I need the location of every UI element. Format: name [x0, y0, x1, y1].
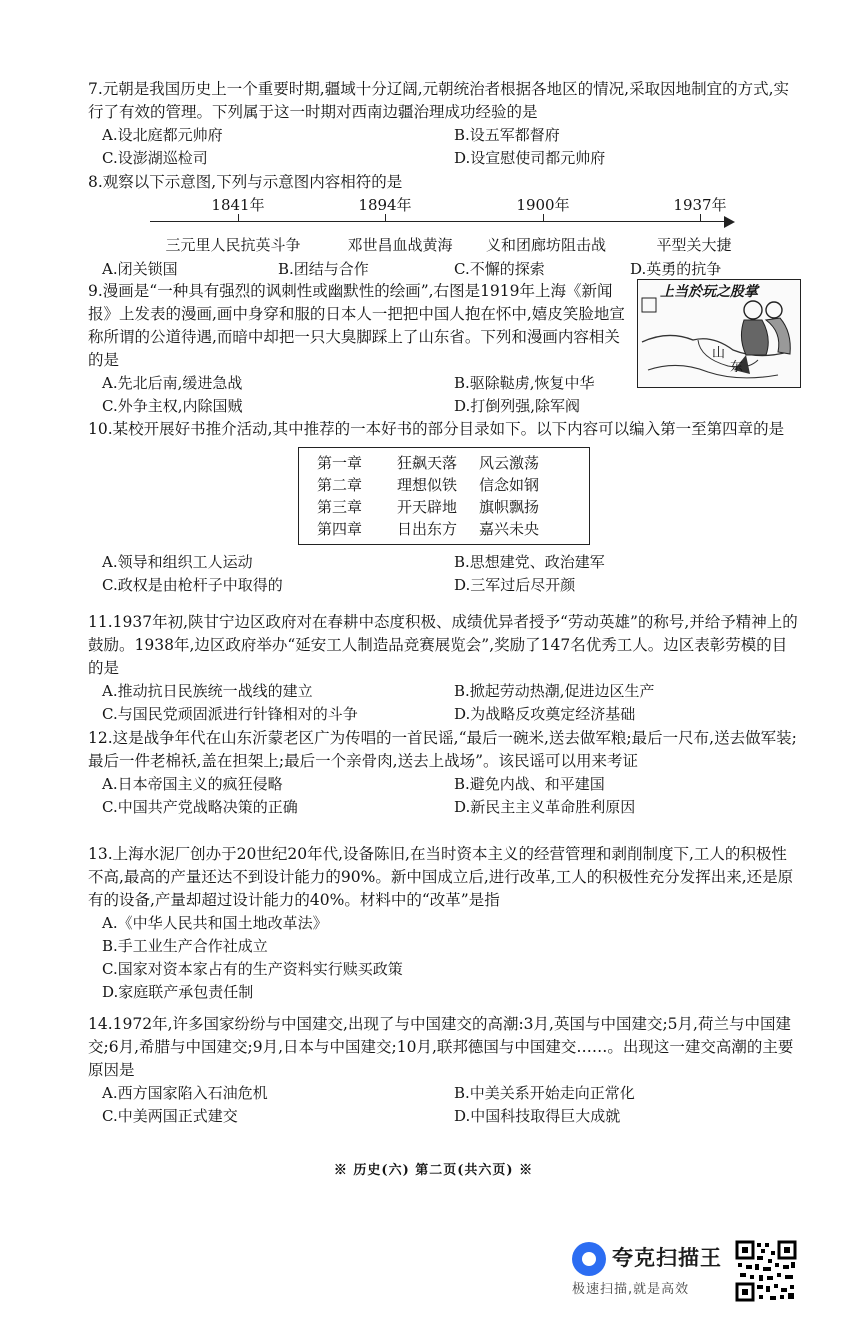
- timeline-event: 邓世昌血战黄海: [347, 236, 453, 254]
- question-13-stem: 13.上海水泥厂创办于20世纪20年代,设备陈旧,在当时资本主义的经营管理和剥削制度下,工人的积极性不高,最高的产量还达不到设计能力的90%。新中国成立后,进行改革,工人的积极性充分发挥出来,还是原有的设备,产量却超过设计能力的40%。材料中的“改革”是指: [88, 845, 794, 909]
- option-a[interactable]: A.《中华人民共和国土地改革法》: [102, 914, 328, 932]
- question-13: [88, 843, 800, 1004]
- question-11-stem: 11.1937年初,陕甘宁边区政府对在春耕中态度积极、成绩优异者授予“劳动英雄”的称号,并给予精神上的鼓励。1938年,边区政府举办“延安工人制造品竞赛展览会”,奖励了147名优秀工人。边区表彰劳模的目的是: [88, 613, 798, 677]
- option-a[interactable]: A.推动抗日民族统一战线的建立: [102, 682, 313, 700]
- question-12: [88, 727, 800, 819]
- cartoon-map-label: 山: [712, 346, 726, 361]
- page-footer: ※ 历史(六) 第二页(共六页) ※: [333, 1163, 534, 1178]
- option-c[interactable]: C.与国民党顽固派进行针锋相对的斗争: [102, 705, 358, 723]
- catalog-row: [317, 518, 579, 540]
- option-b[interactable]: B.设五军都督府: [454, 126, 560, 144]
- option-c[interactable]: C.中国共产党战略决策的正确: [102, 798, 298, 816]
- option-b[interactable]: B.掀起劳动热潮,促进边区生产: [454, 682, 655, 700]
- option-d[interactable]: D.打倒列强,除军阀: [454, 397, 581, 415]
- catalog-title-a: 日出东方: [397, 520, 458, 538]
- question-12-stem: 12.这是战争年代在山东沂蒙老区广为传唱的一首民谣,“最后一碗米,送去做军粮;最后一尺布,送去做军装;最后一件老棉袄,盖在担架上;最后一个亲骨肉,送去上战场”。该民谣可以用来考证: [88, 729, 797, 770]
- scanner-logo-icon: [572, 1242, 606, 1276]
- question-10-options: [88, 551, 800, 597]
- book-catalog: [298, 447, 590, 545]
- scanner-watermark: [572, 1238, 732, 1298]
- option-c[interactable]: C.中美两国正式建交: [102, 1107, 238, 1125]
- timeline-year: 1894年: [358, 196, 412, 214]
- catalog-title-b: 风云激荡: [479, 454, 540, 472]
- question-8: [88, 171, 800, 281]
- option-a[interactable]: A.闭关锁国: [102, 260, 178, 278]
- option-a[interactable]: A.设北庭都元帅府: [102, 126, 223, 144]
- catalog-title-a: 狂飙天落: [397, 454, 458, 472]
- option-b[interactable]: B.中美关系开始走向正常化: [454, 1084, 635, 1102]
- timeline-diagram: [88, 196, 800, 258]
- scanner-brand: 夸克扫描王: [612, 1246, 722, 1270]
- question-8-stem: 8.观察以下示意图,下列与示意图内容相符的是: [88, 173, 403, 191]
- option-b[interactable]: B.团结与合作: [278, 260, 369, 278]
- question-11-options: [88, 680, 800, 726]
- question-14: [88, 1013, 800, 1128]
- option-b[interactable]: B.驱除鞑虏,恢复中华: [454, 374, 595, 392]
- option-a[interactable]: A.日本帝国主义的疯狂侵略: [102, 775, 283, 793]
- option-d[interactable]: D.中国科技取得巨大成就: [454, 1107, 621, 1125]
- catalog-row: [317, 452, 579, 474]
- catalog-title-a: 开天辟地: [397, 498, 458, 516]
- question-7-stem: 7.元朝是我国历史上一个重要时期,疆域十分辽阔,元朝统治者根据各地区的情况,采取因地制宜的方式,实行了有效的管理。下列属于这一时期对西南边疆治理成功经验的是: [88, 80, 789, 121]
- option-a[interactable]: A.西方国家陷入石油危机: [102, 1084, 268, 1102]
- catalog-title-b: 旗帜飘扬: [479, 498, 540, 516]
- catalog-row: [317, 496, 579, 518]
- option-b[interactable]: B.避免内战、和平建国: [454, 775, 605, 793]
- option-b[interactable]: B.思想建党、政治建军: [454, 553, 605, 571]
- catalog-title-b: 嘉兴未央: [479, 520, 540, 538]
- option-d[interactable]: D.新民主主义革命胜利原因: [454, 798, 636, 816]
- option-d[interactable]: D.设宣慰使司都元帅府: [454, 149, 606, 167]
- qr-code-icon: [735, 1240, 797, 1302]
- option-d[interactable]: D.家庭联产承包责任制: [102, 983, 254, 1001]
- question-7: [88, 78, 800, 170]
- catalog-title-a: 理想似铁: [397, 476, 458, 494]
- option-a[interactable]: A.先北后南,缓进急战: [102, 374, 243, 392]
- option-c[interactable]: C.外争主权,内除国贼: [102, 397, 243, 415]
- timeline-tick: [700, 214, 701, 222]
- timeline-tick: [385, 214, 386, 222]
- cartoon-title: 上当於玩之股掌: [660, 284, 758, 300]
- option-c[interactable]: C.国家对资本家占有的生产资料实行赎买政策: [102, 960, 403, 978]
- question-8-options: [88, 258, 800, 281]
- catalog-chapter: 第三章: [317, 498, 363, 516]
- option-c[interactable]: C.政权是由枪杆子中取得的: [102, 576, 283, 594]
- catalog-chapter: 第二章: [317, 476, 363, 494]
- question-14-options: [88, 1082, 800, 1128]
- question-13-options: [88, 912, 800, 1004]
- cartoon-map-label: 东: [730, 360, 744, 375]
- option-d[interactable]: D.英勇的抗争: [630, 260, 722, 278]
- option-d[interactable]: D.为战略反攻奠定经济基础: [454, 705, 636, 723]
- question-7-options: [88, 124, 800, 170]
- timeline-year: 1841年: [211, 196, 265, 214]
- question-9-stem: 9.漫画是“一种具有强烈的讽刺性或幽默性的绘画”,右图是1919年上海《新闻报》上发表的漫画,画中身穿和服的日本人一把把中国人抱在怀中,嬉皮笑脸地宣称所谓的公道待遇,而暗中却把一只大臭脚踩上了山东省。下列和漫画内容相关的是: [88, 282, 625, 369]
- timeline-axis: [150, 221, 728, 222]
- timeline-arrow-icon: [724, 216, 735, 228]
- timeline-tick: [543, 214, 544, 222]
- timeline-year: 1900年: [516, 196, 570, 214]
- timeline-tick: [238, 214, 239, 222]
- timeline-event: 平型关大捷: [656, 236, 732, 254]
- scanner-slogan: 极速扫描,就是高效: [572, 1282, 690, 1297]
- question-10: [88, 418, 800, 597]
- timeline-event: 三元里人民抗英斗争: [165, 236, 301, 254]
- question-10-stem: 10.某校开展好书推介活动,其中推荐的一本好书的部分目录如下。以下内容可以编入第一至第四章的是: [88, 420, 785, 438]
- option-b[interactable]: B.手工业生产合作社成立: [102, 937, 268, 955]
- option-d[interactable]: D.三军过后尽开颜: [454, 576, 576, 594]
- question-11: [88, 611, 800, 726]
- catalog-title-b: 信念如钢: [479, 476, 540, 494]
- timeline-event: 义和团廊坊阻击战: [485, 236, 607, 254]
- catalog-chapter: 第一章: [317, 454, 363, 472]
- option-c[interactable]: C.设澎湖巡检司: [102, 149, 208, 167]
- catalog-chapter: 第四章: [317, 520, 363, 538]
- option-a[interactable]: A.领导和组织工人运动: [102, 553, 253, 571]
- catalog-row: [317, 474, 579, 496]
- timeline-year: 1937年: [673, 196, 727, 214]
- cartoon-image: [637, 279, 801, 388]
- question-14-stem: 14.1972年,许多国家纷纷与中国建交,出现了与中国建交的高潮:3月,英国与中国建交;5月,荷兰与中国建交;6月,希腊与中国建交;9月,日本与中国建交;10月,联邦德国与中国建交……。出现这一建交高潮的主要原因是: [88, 1015, 794, 1079]
- option-c[interactable]: C.不懈的探索: [454, 260, 545, 278]
- question-12-options: [88, 773, 800, 819]
